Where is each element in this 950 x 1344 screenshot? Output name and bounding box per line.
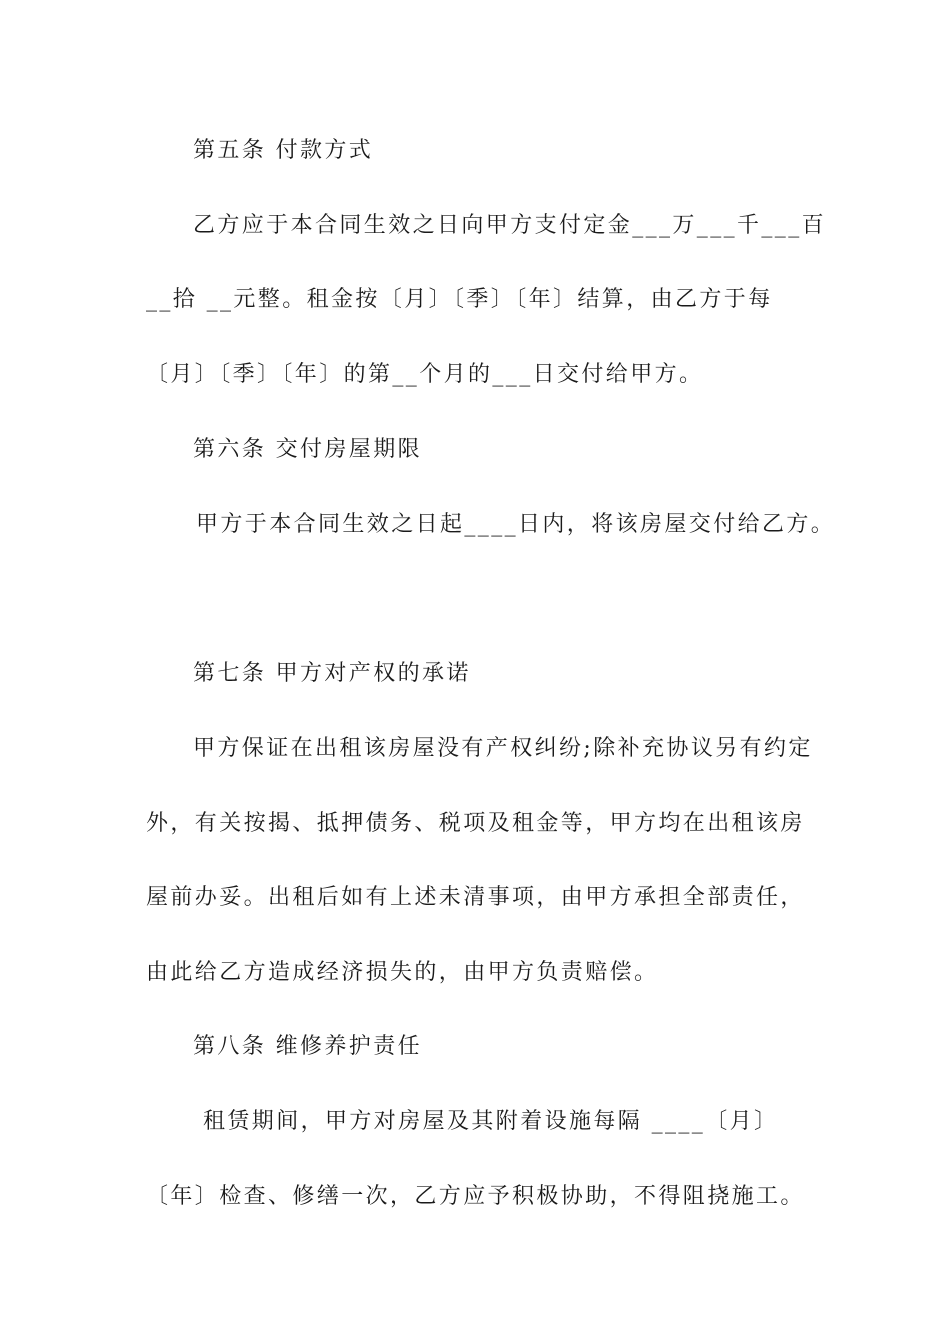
section-8-heading: 第八条 维修养护责任 — [193, 1034, 422, 1059]
section-7-line-1: 甲方保证在出租该房屋没有产权纠纷;除补充协议另有约定 — [193, 736, 813, 761]
section-8-line-1: 租赁期间，甲方对房屋及其附着设施每隔 ____〔月〕 — [203, 1109, 779, 1134]
section-5-line-1: 乙方应于本合同生效之日向甲方支付定金___万___千___百 — [193, 213, 827, 238]
section-5-line-2: __拾 __元整。租金按〔月〕〔季〕〔年〕结算，由乙方于每 — [146, 287, 773, 312]
section-7-heading: 第七条 甲方对产权的承诺 — [193, 661, 471, 686]
section-7-line-4: 由此给乙方造成经济损失的，由甲方负责赔偿。 — [146, 960, 659, 985]
section-7-line-2: 外，有关按揭、抵押债务、税项及租金等，甲方均在出租该房 — [146, 811, 805, 836]
section-5-line-3: 〔月〕〔季〕〔年〕的第__个月的___日交付给甲方。 — [146, 362, 704, 387]
section-6-heading: 第六条 交付房屋期限 — [193, 437, 422, 462]
section-8-line-2: 〔年〕检查、修缮一次，乙方应予积极协助，不得阻挠施工。 — [146, 1184, 805, 1209]
section-7-line-3: 屋前办妥。出租后如有上述未清事项，由甲方承担全部责任， — [146, 885, 805, 910]
section-5-heading: 第五条 付款方式 — [193, 138, 374, 163]
section-6-line-1: 甲方于本合同生效之日起____日内，将该房屋交付给乙方。 — [196, 512, 836, 537]
